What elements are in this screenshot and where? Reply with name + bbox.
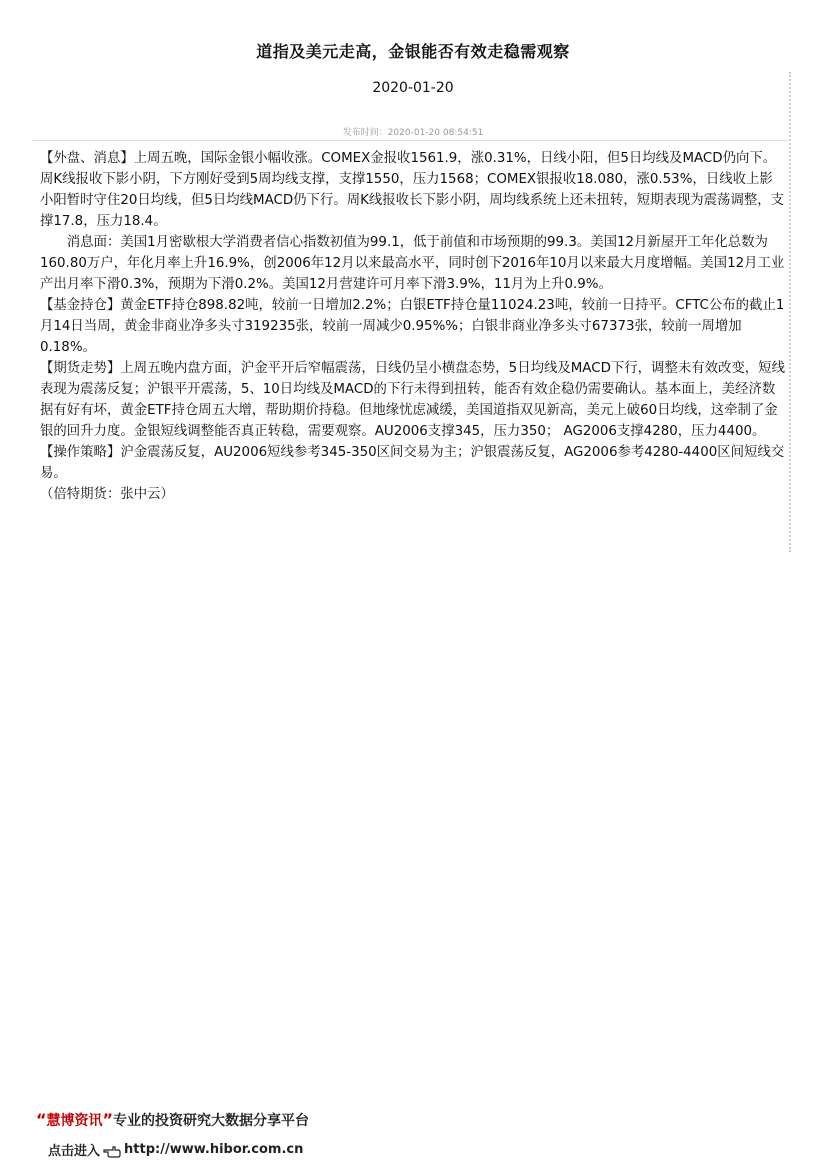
article-date: 2020-01-20 <box>372 80 454 96</box>
quote-open: “ <box>36 1110 47 1129</box>
footer-slogan <box>36 1110 309 1130</box>
article-title: 道指及美元走高，金银能否有效走稳需观察 <box>256 42 570 61</box>
footer-link-row[interactable] <box>48 1140 303 1159</box>
site-url-link[interactable]: http://www.hibor.com.cn <box>124 1142 304 1157</box>
article-body <box>40 148 786 505</box>
quote-close: ” <box>102 1110 114 1129</box>
paragraph-futures-trend: 【期货走势】上周五晚内盘方面，沪金平开后窄幅震荡，日线仍呈小横盘态势，5日均线及MACD下行，调整未有效改变，短线表现为震荡反复；沪银平开震荡，5、10日均线及MACD的下行未得到扭转，能否有效企稳仍需要确认。基本面上，美经济数据有好有坏，黄金ETF持仓周五大增，帮助期价持稳。但地缘忧虑减缓，美国道指双见新高，美元上破60日均线，这牵制了金银的回升力度。金银短线调整能否真正转稳，需要观察。AU2006支撑345，压力350； AG2006支撑4280，压力4400。 <box>40 361 785 439</box>
brand-name: 慧博资讯 <box>46 1113 103 1129</box>
paragraph-external-news: 【外盘、消息】上周五晚，国际金银小幅收涨。COMEX金报收1561.9，涨0.31%，日线小阳，但5日均线及MACD仍向下。周K线报收下影小阴，下方刚好受到5周均线支撑，支撑1550，压力1568；COMEX银报收18.080，涨0.53%，日线收上影小阳暂时守住20日均线，但5日均线MACD仍下行。周K线报收长下影小阴，周均线系统上还未扭转，短期表现为震荡调整，支撑17.8，压力18.4。 <box>40 151 785 229</box>
header-divider <box>32 140 788 141</box>
enter-label: 点击进入 <box>48 1144 101 1159</box>
slogan-text: 专业的投资研究大数据分享平台 <box>113 1113 310 1129</box>
paragraph-news: 消息面：美国1月密歇根大学消费者信心指数初值为99.1，低于前值和市场预期的99.3。美国12月新屋开工年化总数为160.80万户，年化月率上升16.9%，创2006年12月以来最高水平，同时创下2016年10月以来最大月度增幅。美国12月工业产出月率下滑0.3%，预期为下滑0.2%。美国12月营建许可月率下滑3.9%，11月为上升0.9%。 <box>40 235 785 292</box>
dotted-margin-line <box>789 72 791 552</box>
paragraph-author: （倍特期货：张中云） <box>40 487 174 502</box>
paragraph-strategy: 【操作策略】沪金震荡反复，AU2006短线参考345-350区间交易为主；沪银震荡反复，AG2006参考4280-4400区间短线交易。 <box>40 445 785 481</box>
publish-time: 发布时间：2020-01-20 08:54:51 <box>342 128 484 138</box>
pointing-hand-icon <box>102 1141 122 1159</box>
paragraph-fund-holdings: 【基金持仓】黄金ETF持仓898.82吨，较前一日增加2.2%；白银ETF持仓量11024.23吨，较前一日持平。CFTC公布的截止1月14日当周，黄金非商业净多头寸319235张，较前一周减少0.95%%；白银非商业净多头寸67373张，较前一周增加0.18%。 <box>40 298 785 355</box>
